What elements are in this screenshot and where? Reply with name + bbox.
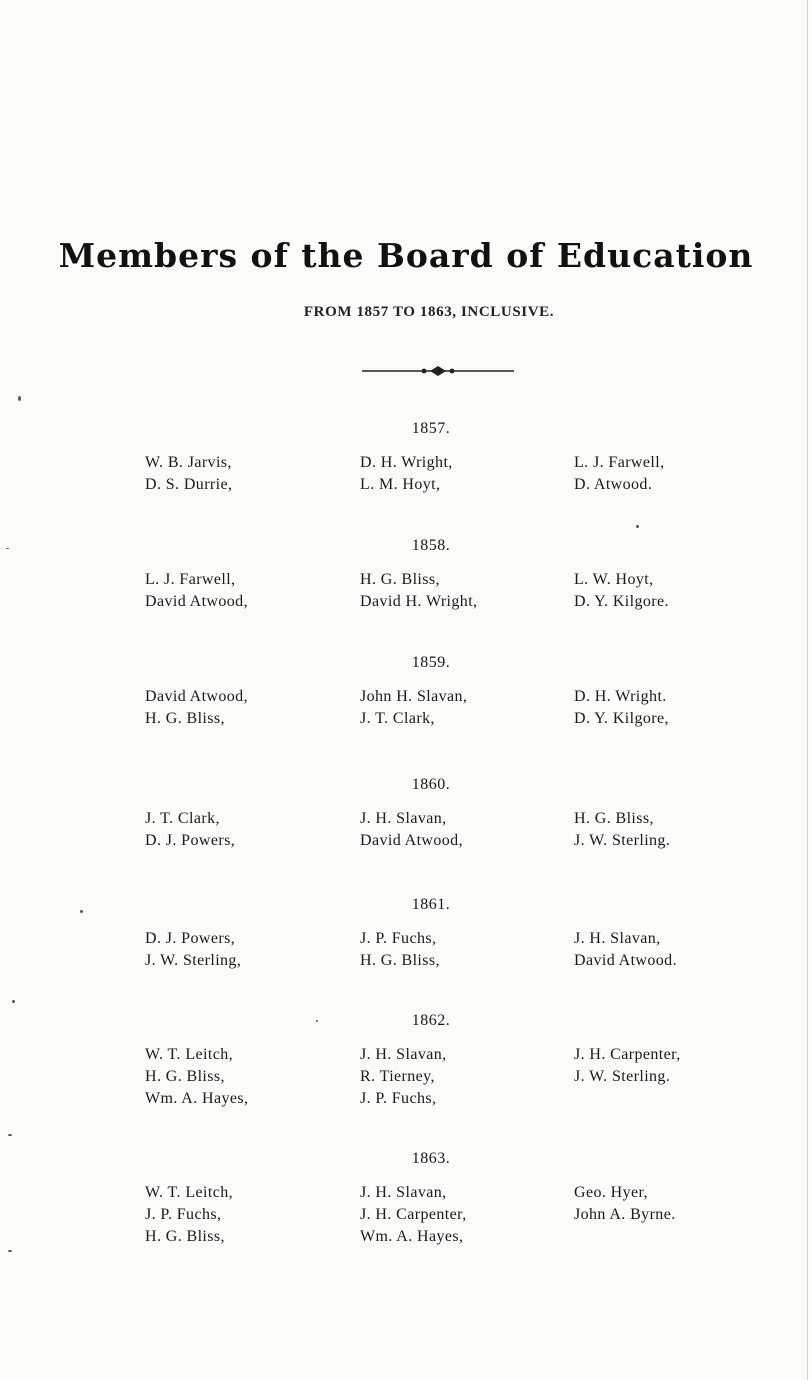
year-heading: 1862.: [411, 1012, 451, 1029]
member-name: R. Tierney,: [360, 1068, 435, 1085]
member-name: D. H. Wright,: [360, 454, 453, 471]
member-name: H. G. Bliss,: [145, 710, 225, 727]
member-name: J. H. Slavan,: [574, 930, 661, 947]
member-name: J. P. Fuchs,: [360, 1090, 437, 1107]
scan-speck: [12, 1000, 15, 1003]
member-name: J. H. Slavan,: [360, 1046, 447, 1063]
scan-speck: [8, 1250, 12, 1252]
member-column: [145, 1044, 248, 1110]
scan-speck: [8, 1134, 12, 1136]
member-name: D. J. Powers,: [145, 930, 236, 947]
member-name: John H. Slavan,: [360, 688, 468, 705]
member-column: [574, 1182, 676, 1226]
member-name: D. Y. Kilgore.: [574, 593, 669, 610]
member-name: L. M. Hoyt,: [360, 476, 441, 493]
member-name: J. H. Slavan,: [360, 1184, 447, 1201]
member-name: J. H. Slavan,: [360, 810, 447, 827]
member-column: [360, 1044, 447, 1110]
member-column: [574, 808, 670, 852]
member-column: [574, 1044, 681, 1088]
member-column: [360, 928, 440, 972]
member-column: [574, 928, 677, 972]
member-name: J. P. Fuchs,: [145, 1206, 222, 1223]
member-column: [360, 808, 463, 852]
member-name: H. G. Bliss,: [574, 810, 654, 827]
member-name: L. J. Farwell,: [574, 454, 665, 471]
member-name: J. W. Sterling.: [574, 1068, 671, 1085]
member-name: J. H. Carpenter,: [360, 1206, 467, 1223]
member-column: [145, 928, 241, 972]
member-name: David Atwood,: [145, 593, 248, 610]
member-column: [145, 452, 232, 496]
year-heading: 1863.: [411, 1150, 451, 1167]
member-name: D. Y. Kilgore,: [574, 710, 669, 727]
member-name: Wm. A. Hayes,: [145, 1090, 249, 1107]
member-name: W. B. Jarvis,: [145, 454, 232, 471]
member-name: David H. Wright,: [360, 593, 478, 610]
member-name: H. G. Bliss,: [145, 1228, 225, 1245]
member-column: [360, 1182, 467, 1248]
member-name: J. W. Sterling.: [574, 832, 671, 849]
member-name: J. W. Sterling,: [145, 952, 242, 969]
scan-speck: [80, 910, 83, 913]
member-name: David Atwood,: [145, 688, 248, 705]
member-name: D. H. Wright.: [574, 688, 667, 705]
member-name: David Atwood.: [574, 952, 677, 969]
member-name: J. T. Clark,: [145, 810, 220, 827]
member-column: [360, 569, 477, 613]
year-heading: 1861.: [411, 896, 451, 913]
year-heading: 1857.: [411, 420, 451, 437]
member-name: H. G. Bliss,: [360, 952, 440, 969]
member-column: [145, 808, 235, 852]
member-name: H. G. Bliss,: [360, 571, 440, 588]
member-name: L. W. Hoyt,: [574, 571, 654, 588]
scan-speck: [6, 548, 9, 549]
page-edge: [807, 0, 808, 1380]
member-name: Wm. A. Hayes,: [360, 1228, 464, 1245]
member-name: L. J. Farwell,: [145, 571, 236, 588]
member-name: D. Atwood.: [574, 476, 653, 493]
member-name: J. T. Clark,: [360, 710, 435, 727]
page-title: Members of the Board of Education: [58, 236, 754, 275]
year-heading: 1859.: [411, 654, 451, 671]
member-name: J. P. Fuchs,: [360, 930, 437, 947]
ornament-divider: [360, 364, 516, 378]
member-column: [574, 569, 669, 613]
scan-speck: [636, 525, 639, 528]
member-name: W. T. Leitch,: [145, 1046, 233, 1063]
member-name: John A. Byrne.: [574, 1206, 676, 1223]
member-name: Geo. Hyer,: [574, 1184, 648, 1201]
member-name: H. G. Bliss,: [145, 1068, 225, 1085]
member-column: [145, 569, 248, 613]
member-column: [360, 686, 467, 730]
year-heading: 1858.: [411, 537, 451, 554]
member-name: W. T. Leitch,: [145, 1184, 233, 1201]
scan-speck: [316, 1020, 318, 1022]
member-name: D. S. Durrie,: [145, 476, 233, 493]
member-column: [360, 452, 453, 496]
member-name: D. J. Powers,: [145, 832, 236, 849]
year-heading: 1860.: [411, 776, 451, 793]
member-column: [145, 686, 248, 730]
member-name: J. H. Carpenter,: [574, 1046, 681, 1063]
page-subtitle: FROM 1857 TO 1863, INCLUSIVE.: [303, 304, 555, 320]
member-column: [145, 1182, 233, 1248]
member-column: [574, 452, 664, 496]
member-column: [574, 686, 669, 730]
member-name: David Atwood,: [360, 832, 463, 849]
scan-speck: [18, 396, 21, 401]
